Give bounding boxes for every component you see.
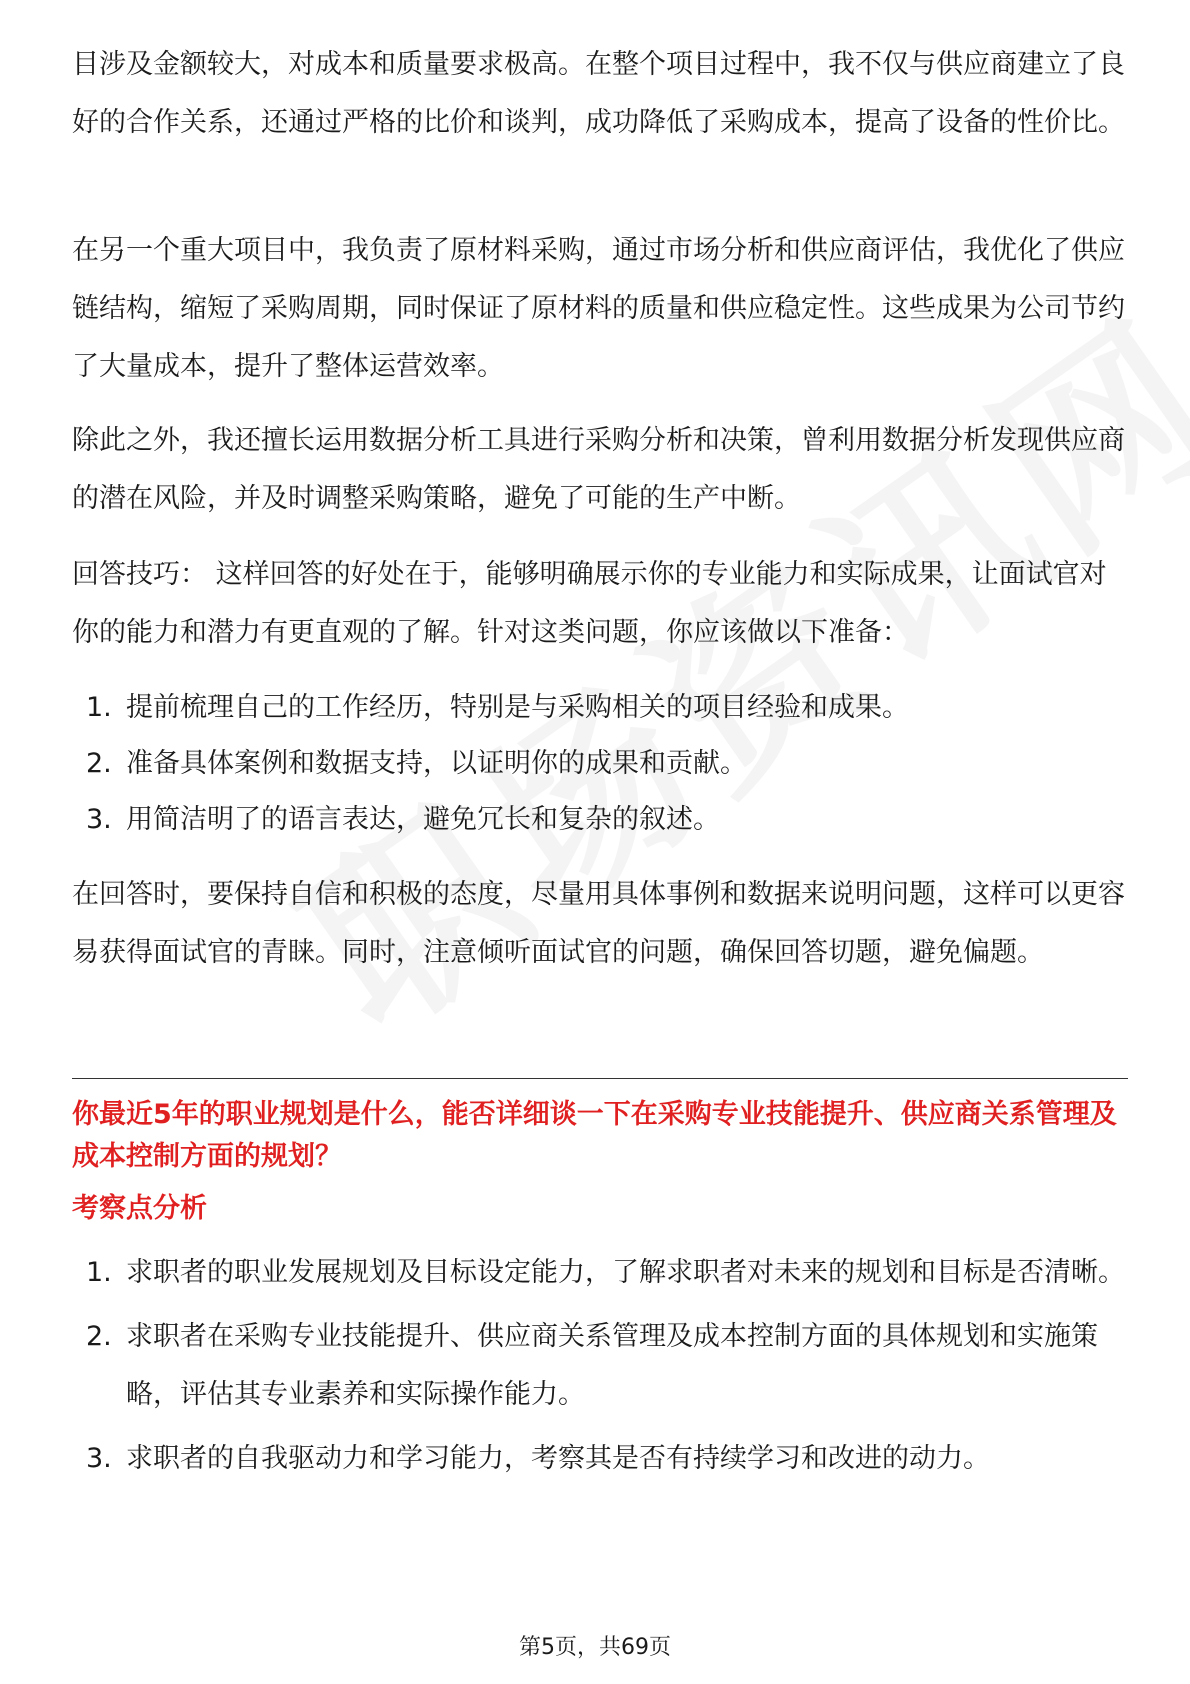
list-item-text: 提前梳理自己的工作经历，特别是与采购相关的项目经验和成果。 [126, 692, 909, 723]
list-item-text: 用简洁明了的语言表达，避免冗长和复杂的叙述。 [126, 804, 720, 835]
list-item-text: 求职者的自我驱动力和学习能力，考察其是否有持续学习和改进的动力。 [126, 1443, 990, 1474]
closing-paragraph: 在回答时，要保持自信和积极的态度，尽量用具体事例和数据来说明问题，这样可以更容易获得面试官的青睐。同时，注意倾听面试官的问题，确保回答切题，避免偏题。 [72, 879, 1125, 968]
page-footer: 第5页，共69页 [519, 1635, 671, 1660]
list-number: 3. [86, 1443, 112, 1474]
list-item [72, 1430, 1128, 1488]
analysis-heading: 考察点分析 [72, 1193, 207, 1224]
list-number: 2. [86, 748, 112, 779]
list-item-text: 准备具体案例和数据支持，以证明你的成果和贡献。 [126, 748, 747, 779]
section-divider [72, 1078, 1128, 1079]
list-item [72, 1308, 1128, 1424]
prep-list [72, 680, 1128, 848]
question-heading: 你最近5年的职业规划是什么，能否详细谈一下在采购专业技能提升、供应商关系管理及成本控制方面的规划？ [72, 1099, 1117, 1172]
list-number: 1. [86, 1257, 112, 1288]
paragraph-1: 目涉及金额较大，对成本和质量要求极高。在整个项目过程中，我不仅与供应商建立了良好的合作关系，还通过严格的比价和谈判，成功降低了采购成本，提高了设备的性价比。 [72, 49, 1125, 138]
list-item-text: 求职者的职业发展规划及目标设定能力，了解求职者对未来的规划和目标是否清晰。 [126, 1257, 1125, 1288]
list-item [72, 680, 1128, 736]
list-number: 1. [86, 692, 112, 723]
paragraph-3: 除此之外，我还擅长运用数据分析工具进行采购分析和决策，曾利用数据分析发现供应商的潜在风险，并及时调整采购策略，避免了可能的生产中断。 [72, 425, 1125, 514]
list-item [72, 736, 1128, 792]
analysis-list [72, 1244, 1128, 1494]
list-number: 2. [86, 1321, 112, 1352]
list-item [72, 792, 1128, 848]
list-item-text: 求职者在采购专业技能提升、供应商关系管理及成本控制方面的具体规划和实施策略，评估其专业素养和实际操作能力。 [126, 1321, 1098, 1410]
paragraph-2: 在另一个重大项目中，我负责了原材料采购，通过市场分析和供应商评估，我优化了供应链结构，缩短了采购周期，同时保证了原材料的质量和供应稳定性。这些成果为公司节约了大量成本，提升了整体运营效率。 [72, 235, 1125, 382]
answer-tips-paragraph: 回答技巧： 这样回答的好处在于，能够明确展示你的专业能力和实际成果，让面试官对你的能力和潜力有更直观的了解。针对这类问题，你应该做以下准备： [72, 559, 1107, 648]
list-number: 3. [86, 804, 112, 835]
list-item [72, 1244, 1128, 1302]
